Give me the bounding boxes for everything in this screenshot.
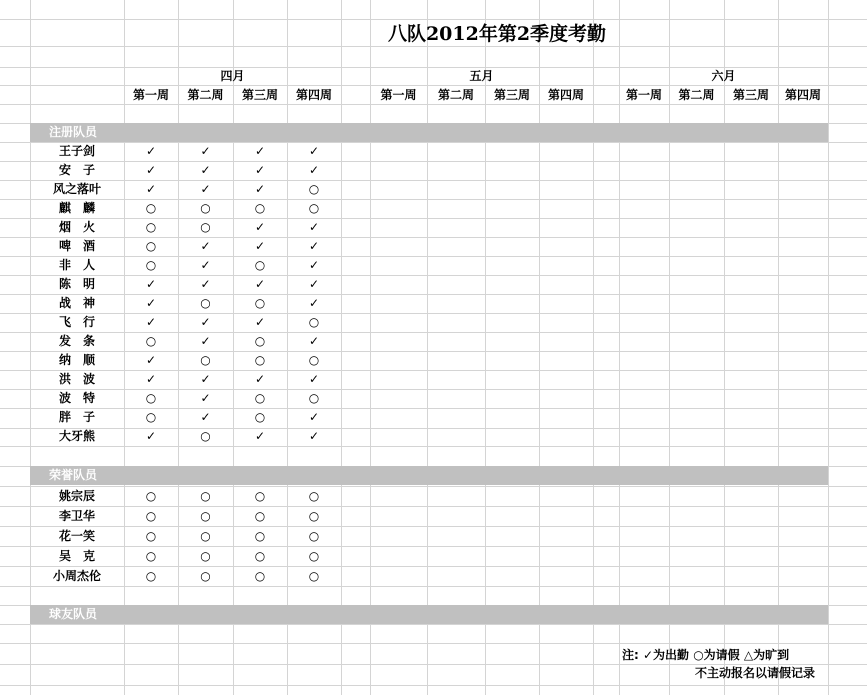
attendance-mark: ✓ (200, 239, 211, 253)
attendance-mark: ○ (145, 489, 157, 503)
week-header: 第三周 (241, 88, 278, 102)
gridline (0, 685, 867, 686)
attendance-mark: ○ (200, 489, 211, 503)
attendance-mark: ○ (200, 201, 211, 215)
attendance-mark: ○ (254, 410, 266, 424)
month-label: 五月 (469, 69, 494, 83)
attendance-mark: ✓ (200, 258, 211, 272)
attendance-mark: ✓ (200, 163, 211, 177)
member-name: 烟 火 (58, 220, 95, 234)
member-name: 发 条 (58, 334, 95, 348)
attendance-mark: ○ (145, 220, 157, 234)
attendance-mark: ✓ (145, 296, 157, 310)
attendance-mark: ✓ (308, 334, 320, 348)
attendance-mark: ✓ (200, 372, 211, 386)
week-header: 第四周 (547, 88, 584, 102)
attendance-mark: ✓ (254, 372, 266, 386)
attendance-mark: ○ (200, 529, 211, 543)
attendance-mark: ○ (200, 549, 211, 563)
member-name: 非 人 (58, 258, 95, 272)
attendance-mark: ✓ (254, 163, 266, 177)
legend-note: 注: ✓为出勤 ○为请假 △为旷到 (622, 648, 790, 662)
section-header (30, 605, 828, 624)
sheet-title: 八队2012年第2季度考勤 (387, 23, 607, 45)
member-name: 陈 明 (58, 277, 95, 291)
member-name: 安 子 (58, 163, 95, 177)
week-header: 第三周 (493, 88, 530, 102)
attendance-mark: ✓ (145, 277, 157, 291)
gridline (0, 19, 867, 20)
attendance-mark: ○ (200, 569, 211, 583)
attendance-mark: ✓ (200, 144, 211, 158)
attendance-mark: ○ (308, 549, 320, 563)
month-label: 四月 (220, 69, 245, 83)
attendance-mark: ✓ (200, 182, 211, 196)
legend-note-2: 不主动报名以请假记录 (695, 666, 816, 680)
week-header: 第一周 (132, 88, 169, 102)
member-name: 王子剑 (58, 144, 95, 158)
gridline (0, 624, 867, 625)
attendance-mark: ✓ (200, 334, 211, 348)
attendance-mark: ○ (145, 569, 157, 583)
attendance-mark: ✓ (254, 220, 266, 234)
month-label: 六月 (711, 69, 736, 83)
member-name: 花一笑 (58, 529, 95, 543)
attendance-mark: ○ (145, 529, 157, 543)
attendance-mark: ○ (145, 509, 157, 523)
member-name: 飞 行 (58, 315, 95, 329)
attendance-mark: ○ (145, 334, 157, 348)
attendance-mark: ○ (308, 489, 320, 503)
member-name: 大牙熊 (58, 429, 95, 443)
attendance-mark: ✓ (308, 220, 320, 234)
attendance-mark: ○ (254, 296, 266, 310)
attendance-mark: ○ (308, 353, 320, 367)
attendance-mark: ○ (254, 353, 266, 367)
member-name: 风之落叶 (52, 182, 101, 196)
attendance-mark: ✓ (308, 239, 320, 253)
attendance-mark: ○ (200, 429, 211, 443)
attendance-mark: ○ (308, 315, 320, 329)
attendance-mark: ○ (308, 529, 320, 543)
attendance-mark: ○ (200, 509, 211, 523)
attendance-mark: ○ (254, 489, 266, 503)
member-name: 小周杰伦 (52, 569, 101, 583)
attendance-mark: ✓ (308, 163, 320, 177)
attendance-mark: ✓ (254, 239, 266, 253)
week-header: 第四周 (295, 88, 332, 102)
week-header: 第三周 (732, 88, 769, 102)
attendance-mark: ✓ (254, 144, 266, 158)
member-name: 战 神 (58, 296, 95, 310)
attendance-mark: ✓ (145, 315, 157, 329)
attendance-mark: ✓ (200, 277, 211, 291)
member-name: 洪 波 (58, 372, 95, 386)
attendance-mark: ✓ (145, 372, 157, 386)
attendance-mark: ✓ (200, 410, 211, 424)
attendance-mark: ✓ (200, 315, 211, 329)
attendance-mark: ○ (254, 258, 266, 272)
attendance-mark: ✓ (145, 144, 157, 158)
week-header: 第二周 (678, 88, 715, 102)
attendance-mark: ○ (145, 239, 157, 253)
member-name: 胖 子 (58, 410, 95, 424)
attendance-mark: ○ (254, 569, 266, 583)
gridline (0, 643, 867, 644)
member-name: 吴 克 (58, 549, 95, 563)
attendance-mark: ○ (254, 509, 266, 523)
attendance-mark: ✓ (200, 391, 211, 405)
attendance-mark: ✓ (308, 410, 320, 424)
attendance-mark: ✓ (145, 429, 157, 443)
gridline (0, 586, 867, 587)
attendance-mark: ✓ (254, 429, 266, 443)
attendance-mark: ○ (200, 220, 211, 234)
attendance-mark: ○ (308, 391, 320, 405)
attendance-mark: ○ (145, 549, 157, 563)
member-name: 麒 麟 (58, 201, 95, 215)
attendance-mark: ✓ (254, 182, 266, 196)
member-name: 姚宗辰 (58, 489, 95, 503)
member-name: 纳 顺 (58, 353, 95, 367)
section-label: 荣誉队员 (49, 468, 98, 482)
attendance-mark: ○ (254, 334, 266, 348)
section-label: 注册队员 (49, 125, 98, 139)
attendance-mark: ✓ (145, 182, 157, 196)
member-name: 波 特 (58, 391, 95, 405)
attendance-mark: ○ (200, 296, 211, 310)
week-header: 第二周 (437, 88, 474, 102)
gridline (0, 446, 867, 447)
attendance-mark: ○ (308, 509, 320, 523)
attendance-mark: ✓ (308, 258, 320, 272)
attendance-mark: ○ (308, 182, 320, 196)
attendance-mark: ✓ (254, 315, 266, 329)
attendance-mark: ○ (145, 201, 157, 215)
week-header: 第一周 (380, 88, 417, 102)
attendance-mark: ○ (308, 201, 320, 215)
attendance-mark: ✓ (308, 296, 320, 310)
section-header (30, 123, 828, 142)
week-header: 第四周 (784, 88, 821, 102)
attendance-mark: ○ (145, 258, 157, 272)
attendance-mark: ○ (254, 529, 266, 543)
member-name: 啤 酒 (58, 239, 95, 253)
attendance-mark: ✓ (254, 277, 266, 291)
attendance-mark: ○ (254, 549, 266, 563)
attendance-mark: ✓ (308, 277, 320, 291)
attendance-mark: ○ (254, 391, 266, 405)
attendance-mark: ○ (308, 569, 320, 583)
attendance-mark: ✓ (308, 429, 320, 443)
attendance-mark: ○ (254, 201, 266, 215)
attendance-mark: ✓ (145, 353, 157, 367)
member-name: 李卫华 (58, 509, 95, 523)
attendance-mark: ✓ (145, 163, 157, 177)
attendance-mark: ✓ (308, 144, 320, 158)
attendance-mark: ○ (145, 391, 157, 405)
section-label: 球友队员 (49, 607, 98, 621)
attendance-mark: ✓ (308, 372, 320, 386)
gridline (0, 46, 867, 47)
week-header: 第二周 (187, 88, 224, 102)
attendance-mark: ○ (200, 353, 211, 367)
week-header: 第一周 (625, 88, 662, 102)
attendance-mark: ○ (145, 410, 157, 424)
section-header (30, 466, 828, 485)
